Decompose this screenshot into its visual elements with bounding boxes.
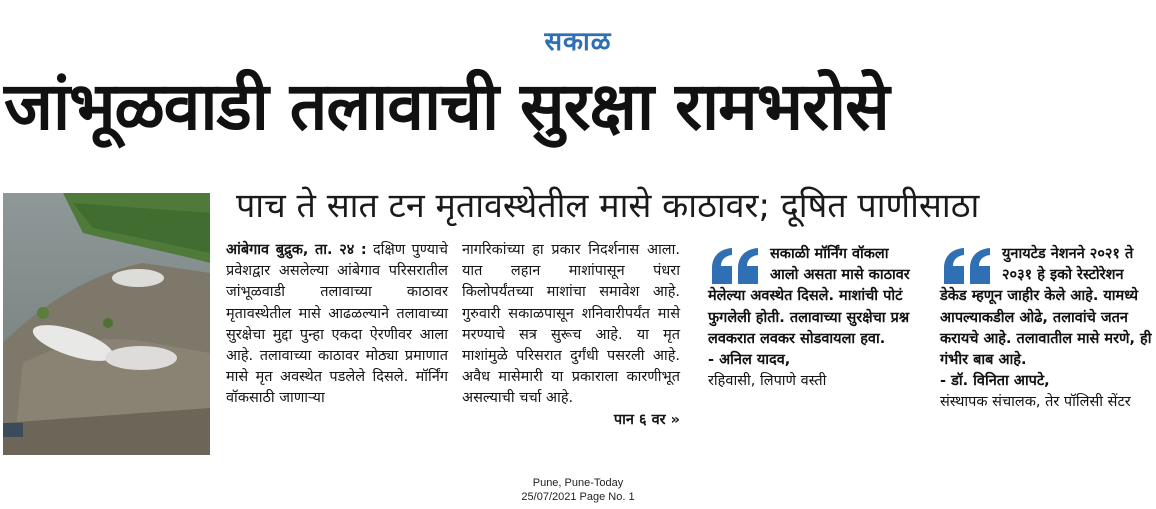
- subheadline: पाच ते सात टन मृतावस्थेतील मासे काठावर; दूषित पाणीसाठा: [236, 186, 980, 226]
- quote-mark-icon: [708, 246, 764, 286]
- quote-author-role: रहिवासी, लिपाणे वस्ती: [708, 373, 827, 390]
- photo-illustration: [3, 193, 210, 455]
- page-footer: [0, 476, 1156, 504]
- article-text-2: नागरिकांच्या हा प्रकार निदर्शनास आला. यात लहान माशांपासून पंधरा किलोपर्यंतच्या माशांचा समावेश आहे. गुरुवारी सकाळपासून शनिवारीपर्यंत मासे मरण्याचे सत्र सुरूच आहे. या मृत माशांमुळे परिसरात दुर्गंधी पसरली आहे. अवैध मासेमारी या प्रकाराला कारणीभूत असल्याची चर्चा आहे.: [462, 242, 680, 407]
- quote-author: - अनिल यादव,: [708, 352, 791, 369]
- article-column-2: [462, 240, 680, 431]
- dateline: आंबेगाव बुद्रुक, ता. २४ :: [226, 242, 367, 258]
- quote-mark-icon: [940, 246, 996, 286]
- quote-text: सकाळी मॉर्निंग वॉकला आलो असता मासे काठावर मेलेल्या अवस्थेत दिसले. माशांची पोटं फुगलेली होती. तलावाच्या सुरक्षेचा प्रश्न लवकरात लवकर सोडवायला हवा.: [708, 246, 910, 347]
- article-column-1: [226, 240, 448, 410]
- footer-edition: Pune, Pune-Today: [532, 477, 624, 489]
- footer-date-page: 25/07/2021 Page No. 1: [521, 491, 635, 503]
- continued-on-page: पान ६ वर »: [613, 411, 680, 428]
- quote-author-role: संस्थापक संचालक, तेर पॉलिसी सेंटर: [940, 394, 1131, 411]
- quote-box-1: [708, 244, 918, 392]
- quote-box-2: [940, 244, 1152, 414]
- masthead-logo: सकाळ: [544, 27, 612, 57]
- dead-fish-photo: [3, 193, 210, 455]
- article-text-1: दक्षिण पुण्याचे प्रवेशद्वार असलेल्या आंबेगाव परिसरातील जांभूळवाडी तलावाच्या काठावर मृतावस्थेतील मासे आढळल्याने तलावाच्या सुरक्षेचा मुद्दा पुन्हा एकदा ऐरणीवर आला आहे. तलावाच्या काठावर मोठ्या प्रमाणात मासे मृत अवस्थेत पडलेले दिसले. मॉर्निंग वॉकसाठी जाणाऱ्या: [226, 242, 448, 407]
- quote-author: - डॉ. विनिता आपटे,: [940, 373, 1050, 390]
- headline: जांभूळवाडी तलावाची सुरक्षा रामभरोसे: [4, 68, 889, 145]
- quote-text: युनायटेड नेशनने २०२१ ते २०३१ हे इको रेस्टोरेशन डेकेड म्हणून जाहीर केले आहे. यामध्ये आपल्याकडील ओढे, तलावांचे जतन करायचे आहे. तलावातील मासे मरणे, ही गंभीर बाब आहे.: [940, 246, 1152, 369]
